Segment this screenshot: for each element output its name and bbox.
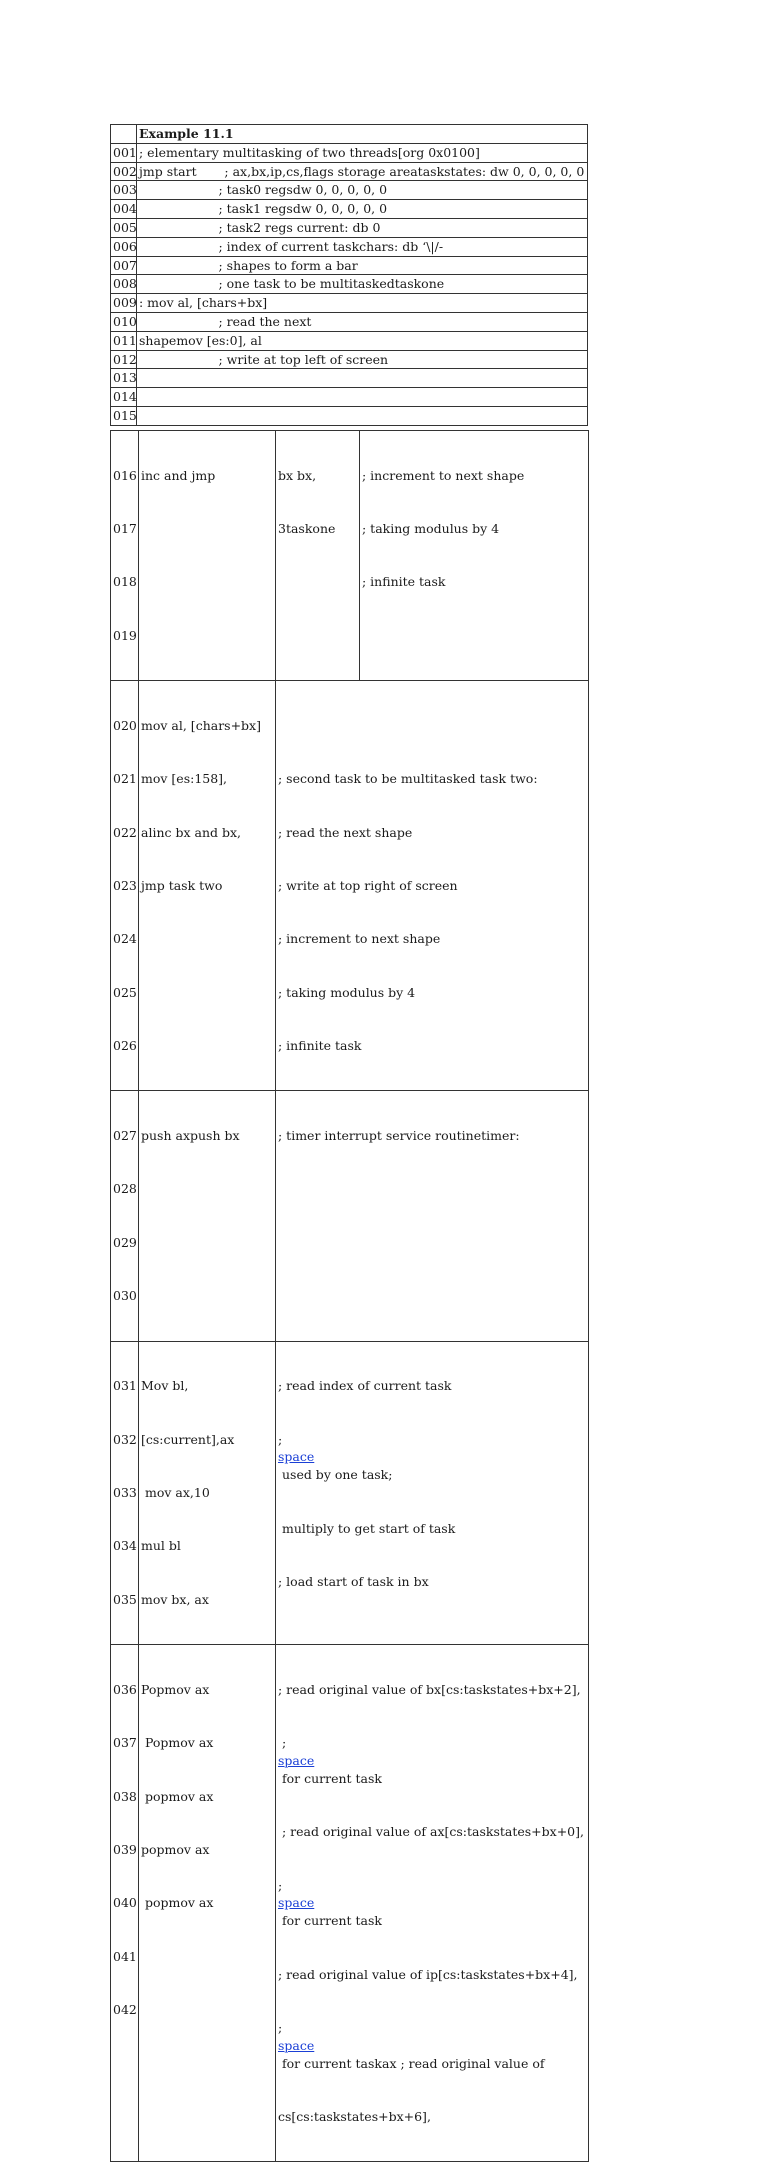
- comment-line: ; write at top right of screen: [278, 877, 458, 893]
- line-numbers: [111, 431, 139, 681]
- table-row: [111, 294, 588, 313]
- comment-prefix: ;: [278, 1877, 287, 1893]
- line-number: 042: [113, 2002, 137, 2018]
- code-cell: [139, 1091, 276, 1341]
- comment-line: ; taking modulus by 4: [278, 984, 416, 1000]
- table-row: [111, 143, 588, 162]
- line-numbers: [111, 1091, 139, 1341]
- operand-cell: [276, 431, 360, 681]
- code-line: inc and jmp: [141, 467, 216, 483]
- line-number: 019: [113, 627, 137, 643]
- line-number: 032: [113, 1431, 137, 1447]
- space-link[interactable]: space: [278, 1752, 315, 1768]
- code-line: push axpush bx: [141, 1128, 240, 1144]
- table-row: [111, 350, 588, 369]
- table-row: [111, 388, 588, 407]
- line-number: 017: [113, 520, 137, 536]
- comment-line: ; infinite task: [362, 574, 446, 590]
- code-line: [137, 369, 588, 388]
- line-number: 015: [111, 406, 137, 425]
- comment-suffix: for current taskax ; read original value of: [278, 2055, 545, 2071]
- code-line: ; write at top left of screen: [137, 350, 588, 369]
- code-line: bx bx,: [278, 467, 317, 483]
- line-number: 040: [113, 1895, 137, 1911]
- line-number: 035: [113, 1591, 137, 1607]
- listing-block-027: [111, 1091, 589, 1341]
- comment-prefix: ;: [278, 2019, 287, 2035]
- line-number: 041: [113, 1948, 137, 1964]
- comment-cell: [276, 681, 589, 1091]
- comment-prefix: ;: [278, 1735, 291, 1751]
- line-number: 014: [111, 388, 137, 407]
- line-number: 008: [111, 275, 137, 294]
- line-number: 002: [111, 162, 137, 181]
- comment-cell: [276, 1645, 589, 2162]
- table-row: [111, 181, 588, 200]
- line-number: 024: [113, 931, 137, 947]
- comment-line: [278, 1734, 586, 1787]
- table-row: [111, 162, 588, 181]
- comment-line: ; timer interrupt service routinetimer:: [278, 1128, 520, 1144]
- comment-line: ; load start of task in bx: [278, 1574, 429, 1589]
- comment-line: [278, 1877, 586, 1930]
- example-table: [110, 124, 588, 426]
- row-number-blank: [111, 125, 137, 144]
- line-number: 028: [113, 1181, 137, 1197]
- code-line: [137, 388, 588, 407]
- code-line: Popmov ax: [141, 1735, 214, 1751]
- code-line: 3taskone: [278, 520, 336, 536]
- code-line: popmov ax: [141, 1788, 214, 1804]
- table-row: [111, 369, 588, 388]
- table-row: [111, 406, 588, 425]
- code-line: ; task0 regsdw 0, 0, 0, 0, 0: [137, 181, 588, 200]
- line-number: 010: [111, 312, 137, 331]
- line-number: 038: [113, 1788, 137, 1804]
- code-line: ; index of current taskchars: db ‘\|/-: [137, 237, 588, 256]
- line-numbers: [111, 1341, 139, 1645]
- code-line: ; task2 regs current: db 0: [137, 218, 588, 237]
- code-line: alinc bx and bx,: [141, 824, 241, 840]
- code-line: mul bl: [141, 1538, 181, 1554]
- line-number: 030: [113, 1288, 137, 1304]
- line-number: 031: [113, 1378, 137, 1394]
- line-number: 034: [113, 1538, 137, 1554]
- comment-line: ; taking modulus by 4: [362, 520, 500, 536]
- code-line: mov [es:158],: [141, 771, 228, 787]
- line-number: 023: [113, 877, 137, 893]
- line-number: 036: [113, 1681, 137, 1697]
- comment-line: [278, 1431, 586, 1484]
- comment-suffix: for current task: [278, 1913, 382, 1929]
- code-line: ; shapes to form a bar: [137, 256, 588, 275]
- example-title: Example 11.1: [137, 125, 588, 144]
- line-number: 027: [113, 1128, 137, 1144]
- space-link[interactable]: space: [278, 1449, 315, 1465]
- code-line: popmov ax: [141, 1841, 210, 1857]
- code-line: [cs:current],ax: [141, 1431, 235, 1447]
- code-line: mov bx, ax: [141, 1591, 209, 1607]
- line-number: 039: [113, 1841, 137, 1857]
- code-line: Mov bl,: [141, 1378, 189, 1394]
- comment-suffix: used by one task;: [278, 1467, 393, 1483]
- comment-suffix: for current task: [278, 1770, 382, 1786]
- listing-block-016: [111, 431, 589, 681]
- line-number: 029: [113, 1234, 137, 1250]
- space-link[interactable]: space: [278, 2037, 315, 2053]
- code-line: [137, 406, 588, 425]
- comment-cell: [276, 1341, 589, 1645]
- comment-line: ; infinite task: [278, 1038, 362, 1054]
- line-number: 007: [111, 256, 137, 275]
- line-numbers: [111, 681, 139, 1091]
- line-number: 009: [111, 294, 137, 313]
- comment-line: [278, 2019, 586, 2072]
- line-number: 020: [113, 717, 137, 733]
- listing-block-036: [111, 1645, 589, 2162]
- code-line: Popmov ax: [141, 1681, 210, 1697]
- listing-table: [110, 430, 589, 2162]
- table-row: [111, 256, 588, 275]
- comment-prefix: ;: [278, 1431, 287, 1447]
- line-number: 013: [111, 369, 137, 388]
- comment-line: cs[cs:taskstates+bx+6],: [278, 2108, 431, 2124]
- comment-line: ; increment to next shape: [362, 467, 525, 483]
- code-cell: [139, 431, 276, 681]
- code-cell: [139, 681, 276, 1091]
- line-number: 001: [111, 143, 137, 162]
- code-cell: [139, 1645, 276, 2162]
- table-row: [111, 331, 588, 350]
- comment-line: ; read original value of ip[cs:taskstates+bx+4],: [278, 1966, 578, 1982]
- code-line: ; one task to be multitaskedtaskone: [137, 275, 588, 294]
- line-number: 012: [111, 350, 137, 369]
- code-line: popmov ax: [141, 1895, 214, 1911]
- comment-line: ; read original value of ax[cs:taskstates+bx+0],: [278, 1824, 584, 1840]
- listing-block-020: [111, 681, 589, 1091]
- line-number: 018: [113, 574, 137, 590]
- comment-line: ; second task to be multitasked task two:: [278, 771, 538, 787]
- comment-cell: [360, 431, 589, 681]
- line-number: 005: [111, 218, 137, 237]
- line-number: 011: [111, 331, 137, 350]
- example-header-row: [111, 125, 588, 144]
- table-row: [111, 218, 588, 237]
- code-line: jmp task two: [141, 877, 223, 893]
- comment-line: ; read index of current task: [278, 1378, 452, 1394]
- code-line: mov al, [chars+bx]: [141, 717, 261, 733]
- code-line: jmp start ; ax,bx,ip,cs,flags storage areataskstates: dw 0, 0, 0, 0, 0: [137, 162, 588, 181]
- comment-line: ; read original value of bx[cs:taskstates+bx+2],: [278, 1681, 581, 1697]
- line-number: 004: [111, 200, 137, 219]
- line-numbers: [111, 1645, 139, 2162]
- comment-line: multiply to get start of task: [278, 1520, 456, 1536]
- line-number: 022: [113, 824, 137, 840]
- table-row: [111, 275, 588, 294]
- table-row: [111, 200, 588, 219]
- listing-block-031: [111, 1341, 589, 1645]
- table-row: [111, 237, 588, 256]
- line-number: 006: [111, 237, 137, 256]
- comment-line: ; increment to next shape: [278, 931, 441, 947]
- code-line: ; task1 regsdw 0, 0, 0, 0, 0: [137, 200, 588, 219]
- line-number: 033: [113, 1485, 137, 1501]
- line-number: 026: [113, 1038, 137, 1054]
- code-line: : mov al, [chars+bx]: [137, 294, 588, 313]
- line-number: 025: [113, 984, 137, 1000]
- code-line: shapemov [es:0], al: [137, 331, 588, 350]
- line-number: 021: [113, 771, 137, 787]
- line-number: 016: [113, 467, 137, 483]
- code-line: ; read the next: [137, 312, 588, 331]
- code-cell: [139, 1341, 276, 1645]
- comment-line: ; read the next shape: [278, 824, 413, 840]
- line-number: 037: [113, 1735, 137, 1751]
- table-row: [111, 312, 588, 331]
- comment-cell: [276, 1091, 589, 1341]
- comment-line: [278, 717, 586, 735]
- space-link[interactable]: space: [278, 1895, 315, 1911]
- line-number: 003: [111, 181, 137, 200]
- code-line: ; elementary multitasking of two threads[org 0x0100]: [137, 143, 588, 162]
- code-line: mov ax,10: [141, 1485, 210, 1501]
